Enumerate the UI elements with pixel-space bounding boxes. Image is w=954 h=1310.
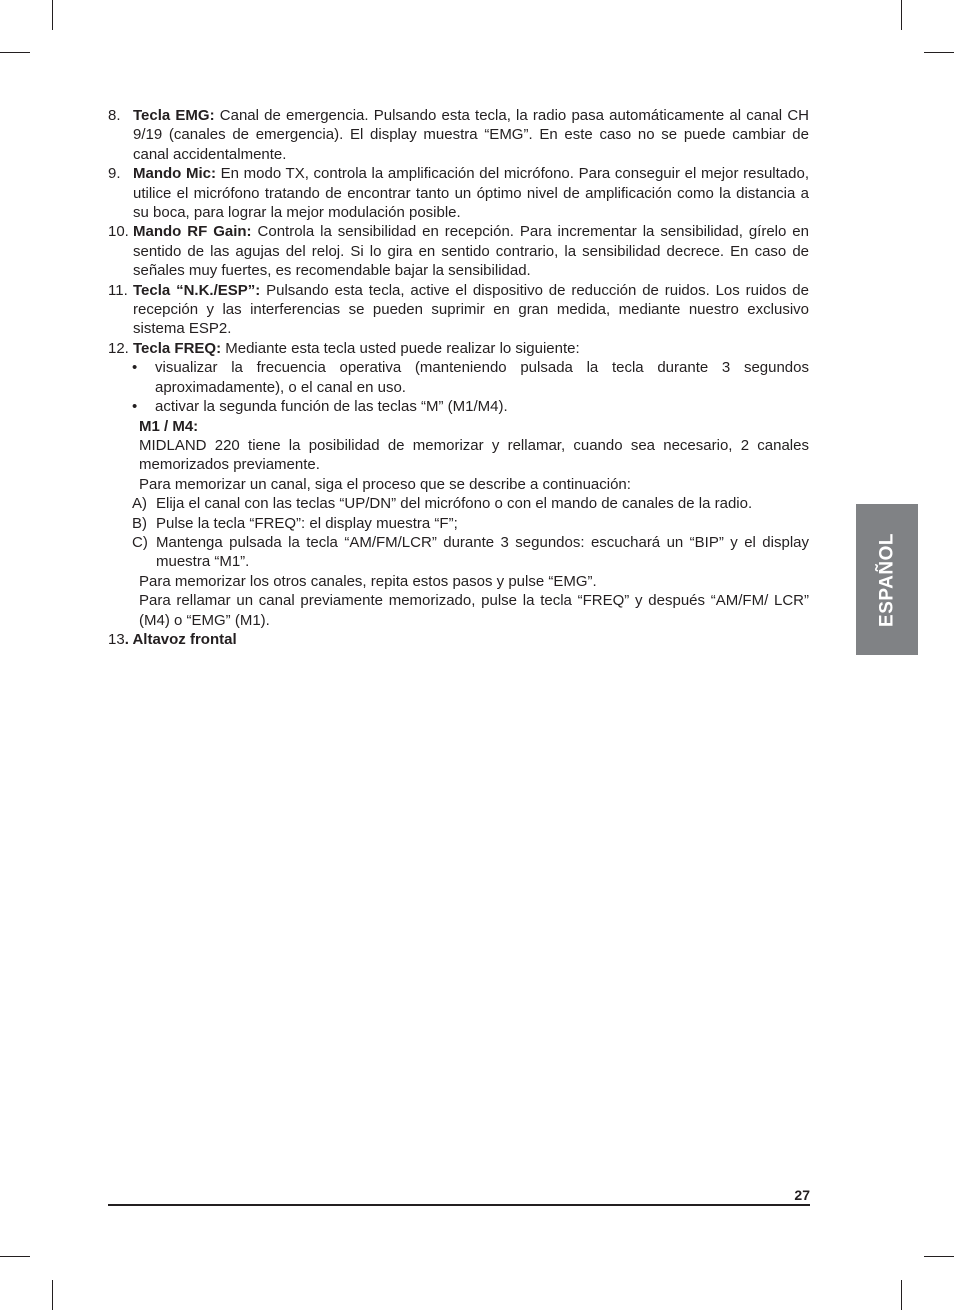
item-text [133, 339, 809, 358]
list-item [108, 106, 809, 164]
m1m4-instruction: Para memorizar un canal, siga el proceso que se describe a continuación: [139, 475, 631, 493]
bullet-icon: • [132, 398, 138, 416]
step-label: C) [132, 533, 148, 551]
item-number: 11. [108, 281, 128, 299]
item-description: Canal de emergencia. Pulsando esta tecla, la radio pasa automáticamente al canal CH 9/19 (canales de emergencia). El display muestra “EMG”. En este caso no se puede cambiar de canal accidentalmente. [133, 107, 809, 163]
item-description: Controla la sensibilidad en recepción. Para incrementar la sensibilidad, gírelo en sentido de las agujas del reloj. Si lo gira en sentido contrario, la sensibilidad decrece. En caso de señales muy fuertes, es recomendable bajar la sensibilidad. [133, 223, 809, 280]
m1m4-recall: Para rellamar un canal previamente memorizado, pulse la tecla “FREQ” y después “AM/FM/ LCR” (M4) o “EMG” (M1). [139, 592, 809, 629]
item-number: 13 [108, 630, 125, 648]
crop-mark [901, 0, 902, 30]
item-text [133, 281, 809, 339]
m1m4-other-channels: Para memorizar los otros canales, repita estos pasos y pulse “EMG”. [139, 572, 597, 590]
manual-content [108, 106, 809, 649]
item-title: Mando Mic: [133, 165, 216, 183]
bullet-item [108, 358, 809, 397]
step-text: Mantenga pulsada la tecla “AM/FM/LCR” durante 3 segundos: escuchará un “BIP” y el display muestra “M1”. [156, 533, 809, 571]
item-title: . Altavoz frontal [124, 630, 237, 648]
crop-mark [924, 1256, 954, 1257]
item-number: 8. [108, 107, 121, 124]
list-item-13 [108, 630, 809, 649]
item-title: Tecla FREQ: [133, 339, 222, 357]
step-item [108, 514, 809, 533]
item-description: Pulsando esta tecla, active el dispositivo de reducción de ruidos. Los ruidos de recepción y las interferencias se pueden suprimir en gran medida, mediante nuestro exclusivo sistema ESP2. [133, 281, 809, 338]
crop-mark [924, 52, 954, 53]
item-text [133, 164, 809, 222]
language-tab-label: ESPAÑOL [876, 532, 898, 627]
crop-mark [0, 1256, 30, 1257]
m1m4-intro: MIDLAND 220 tiene la posibilidad de memorizar y rellamar, cuando sea necesario, 2 canales memorizados previamente. [139, 436, 809, 474]
list-item [108, 222, 809, 280]
m1m4-heading: M1 / M4: [139, 417, 199, 435]
step-label: B) [132, 514, 147, 532]
bullet-icon: • [132, 359, 138, 377]
step-label: A) [132, 495, 147, 513]
item-description: Mediante esta tecla usted puede realizar lo siguiente: [225, 339, 580, 357]
item-number: 10. [108, 223, 129, 241]
item-title: Mando RF Gain: [133, 223, 252, 241]
list-item [108, 281, 809, 339]
item-number: 9. [108, 165, 121, 183]
list-item [108, 164, 809, 222]
item-description: En modo TX, controla la amplificación del micrófono. Para conseguir el mejor resultado, utilice el micrófono tratando de encontrar tanto un óptimo nivel de amplificación como la distancia a su boca, para lograr la mejor modulación posible. [133, 165, 809, 222]
list-item [108, 339, 809, 358]
crop-mark [52, 0, 53, 30]
item-title: Tecla “N.K./ESP”: [133, 281, 261, 299]
item-number: 12. [108, 339, 129, 357]
crop-mark [52, 1280, 53, 1310]
step-item [108, 494, 809, 513]
bullet-text: visualizar la frecuencia operativa (manteniendo pulsada la tecla durante 3 segundos aproximadamente), o el canal en uso. [155, 359, 809, 396]
item-text [133, 222, 809, 280]
footer-rule [108, 1204, 810, 1206]
bullet-item [108, 397, 809, 416]
step-text: Pulse la tecla “FREQ”: el display muestra “F”; [156, 514, 458, 532]
item-text [133, 106, 809, 164]
crop-mark [901, 1280, 902, 1310]
item-title: Tecla EMG: [133, 107, 215, 124]
crop-mark [0, 52, 30, 53]
step-text: Elija el canal con las teclas “UP/DN” del micrófono o con el mando de canales de la radio. [156, 495, 753, 513]
step-item [108, 533, 809, 572]
bullet-text: activar la segunda función de las teclas “M” (M1/M4). [155, 398, 508, 416]
language-tab [856, 504, 918, 655]
page-number: 27 [794, 1187, 810, 1203]
